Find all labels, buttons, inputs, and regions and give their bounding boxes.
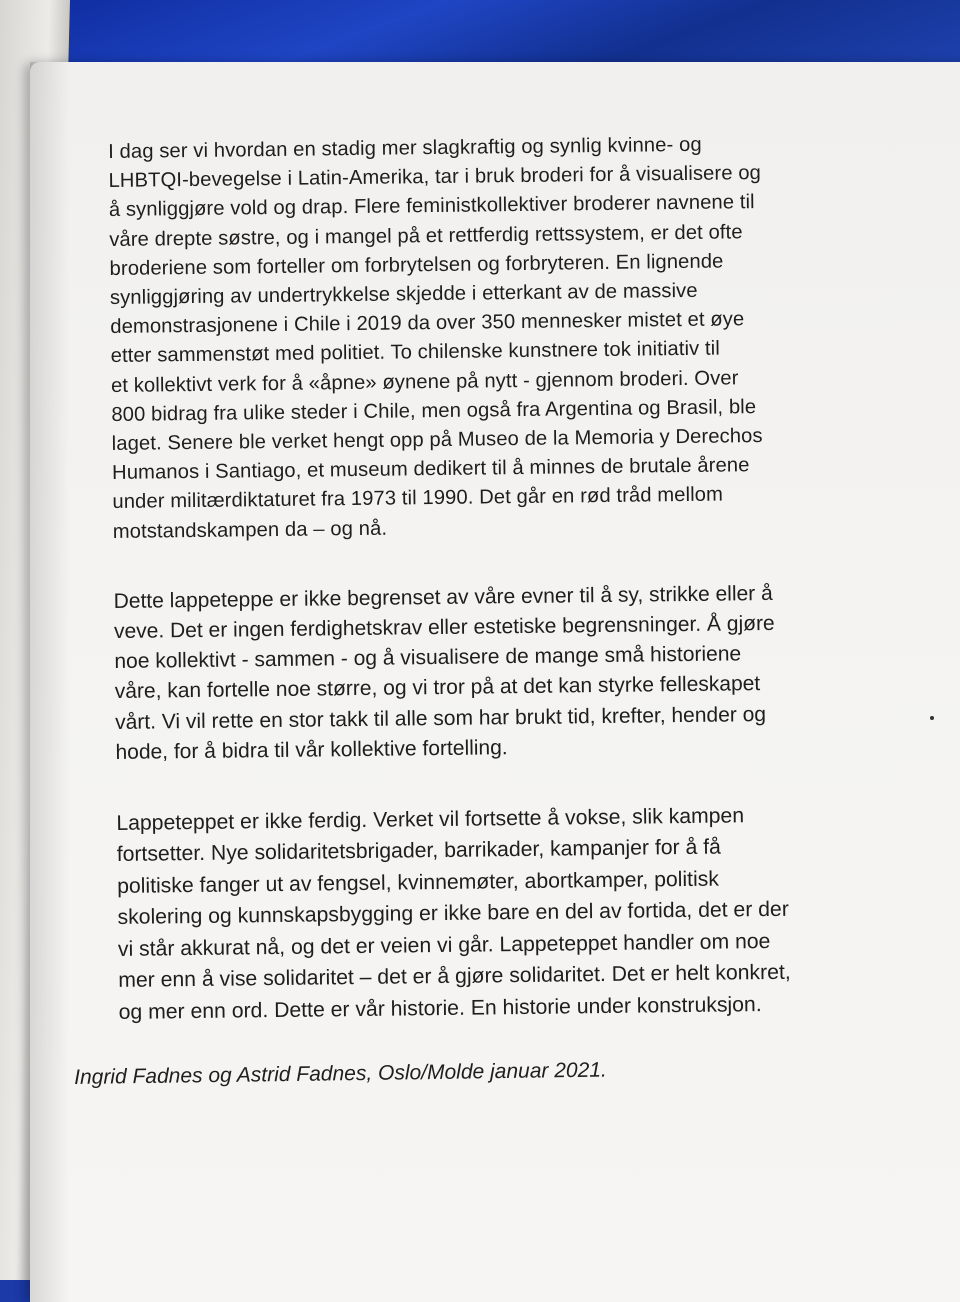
text-line: våre drepte søstre, og i mangel på et rettferdig rettssystem, er det ofte <box>109 220 743 251</box>
text-line: politiske fanger ut av fengsel, kvinnemøter, abortkamper, politisk <box>117 867 720 898</box>
paragraph-2 <box>113 578 875 768</box>
text-line: fortsetter. Nye solidaritetsbrigader, barrikader, kampanjer for å få <box>116 836 721 867</box>
signature: Ingrid Fadnes og Astrid Fadnes, Oslo/Molde januar 2021. <box>74 1058 607 1089</box>
text-line: vårt. Vi vil rette en stor takk til alle som har brukt tid, krefter, hender og <box>114 702 767 734</box>
body-text <box>108 129 879 1028</box>
text-line: hode, for å bidra til vår kollektive fortelling. <box>115 736 508 764</box>
text-line: I dag ser vi hvordan en stadig mer slagkraftig og synlig kvinne- og <box>108 133 702 163</box>
text-line: Lappeteppet er ikke ferdig. Verket vil fortsette å vokse, slik kampen <box>116 804 745 836</box>
text-line: demonstrasjonene i Chile i 2019 da over 350 mennesker mistet et øye <box>110 308 745 339</box>
text-line: under militærdiktaturet fra 1973 til 1990. Det går en rød tråd mellom <box>112 483 724 514</box>
text-line: Humanos i Santiago, et museum dedikert til å minnes de brutale årene <box>111 454 750 485</box>
text-line: et kollektivt verk for å «åpne» øynene på nytt - gjennom broderi. Over <box>110 366 739 397</box>
text-line: broderiene som forteller om forbrytelsen og forbryteren. En lignende <box>109 250 724 280</box>
text-line: synliggjøring av undertrykkelse skjedde i etterkant av de massive <box>109 279 698 310</box>
paragraph-3 <box>116 799 879 1028</box>
text-line: å synliggjøre vold og drap. Flere feministkollektiver broderer navnene til <box>108 191 755 222</box>
text-line: LHBTQI-bevegelse i Latin-Amerika, tar i bruk broderi for å visualisere og <box>108 162 762 193</box>
spine-shadow <box>30 62 70 1302</box>
text-line: mer enn å vise solidaritet – det er å gjøre solidaritet. Det er helt konkret, <box>118 960 791 993</box>
text-line: våre, kan fortelle noe større, og vi tror på at det kan styrke felleskapet <box>114 672 761 704</box>
text-line: motstandskampen da – og nå. <box>112 517 388 543</box>
text-line: veve. Det er ingen ferdighetskrav eller estetiske begrensninger. Å gjøre <box>113 611 775 644</box>
text-line: skolering og kunnskapsbygging er ikke bare en del av fortida, det er der <box>117 898 789 930</box>
text-line: vi står akkurat nå, og det er veien vi går. Lappeteppet handler om noe <box>117 929 771 961</box>
text-line: etter sammenstøt med politiet. To chilenske kunstnere tok initiativ til <box>110 337 721 368</box>
paper-speck <box>930 716 934 720</box>
paragraph-1 <box>108 129 873 547</box>
text-line: 800 bidrag fra ulike steder i Chile, men også fra Argentina og Brasil, ble <box>111 395 757 426</box>
text-line: noe kollektivt - sammen - og å visualisere de mange små historiene <box>114 642 742 674</box>
text-line: laget. Senere ble verket hengt opp på Museo de la Memoria y Derechos <box>111 425 763 456</box>
text-line: og mer enn ord. Dette er vår historie. En historie under konstruksjon. <box>118 992 762 1024</box>
text-line: Dette lappeteppe er ikke begrenset av våre evner til å sy, strikke eller å <box>113 581 773 613</box>
